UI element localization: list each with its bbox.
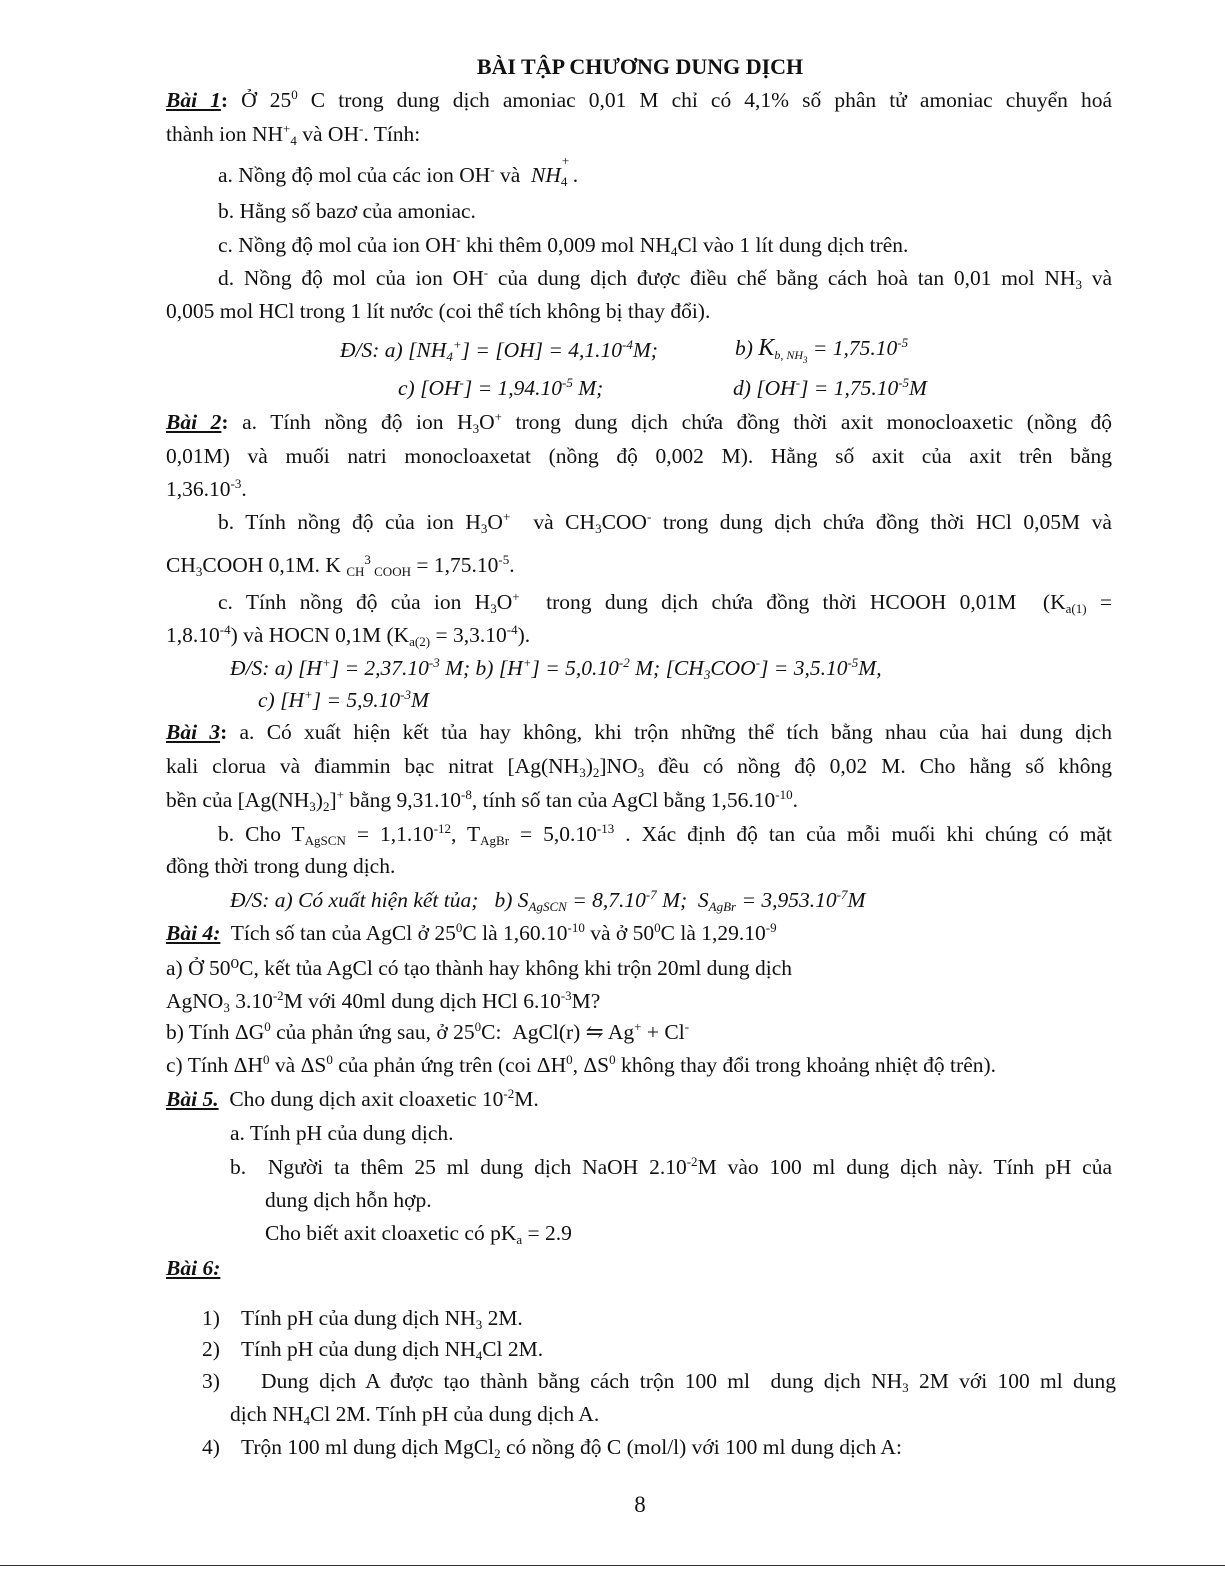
bai3-answer: Đ/S: a) Có xuất hiện kết tủa; b) $S_{AgSCN} = 8,7.10^{-7}$ M; $S_{AgBr} = 3,953.10^{-7}M$ <box>230 887 866 914</box>
bai2-item-c: c. Tính nồng độ của ion $H_3O^+$ trong dung dịch chứa đồng thời HCOOH 0,01M ($K_{a(1)}$ = <box>218 589 1112 616</box>
bai1-item-a: a. Nồng độ mol của các ion OH- và NH + $_4$ . <box>218 153 579 189</box>
bai3-item-b-line2: đồng thời trong dung dịch. <box>166 854 396 878</box>
bai4-item-b: b) Tính $\Delta G^0$ của phản ứng sau, ở $25^0C$: AgCl(r) ⇋ Ag+ + Cl- <box>166 1019 690 1044</box>
bai1-item-c: c. Nồng độ mol của ion OH- khi thêm 0,009 mol $NH_4Cl$ vào 1 lít dung dịch trên. <box>218 232 909 259</box>
bai3-intro-line2: kali clorua và điammin bạc nitrat $[Ag(NH_3)_2]NO_3$ đều có nồng độ 0,02 M. Cho hằng số không <box>166 754 1113 780</box>
bai1-answer-b: b) $K_{b, NH_3} = 1,75.10^{-5}$ <box>735 335 909 365</box>
bai6-item-3-line2: dịch $NH_4Cl$ 2M. Tính pH của dung dịch A. <box>230 1402 600 1428</box>
bai1-intro-line2: thành ion $NH^+_4$ và OH-. Tính: <box>166 121 421 148</box>
bai4-intro: Bài 4: Tích số tan của AgCl ở $25^0C$ là $1,60.10^{-10}$ và ở $50^0C$ là $1,29.10^{-9}$ <box>166 920 777 945</box>
bai1-item-b: b. Hằng số bazơ của amoniac. <box>218 199 476 223</box>
bai3-label: Bài 3 <box>166 720 221 744</box>
bai2-intro: Bài 2: a. Tính nồng độ ion $H_3O^+$ trong dung dịch chứa đồng thời axit monocloaxetic (nồng độ <box>166 409 1112 436</box>
bai2-intro-line3: $1,36.10^{-3}$. <box>166 476 247 501</box>
bai2-label: Bài 2 <box>166 410 222 434</box>
bai6-item-1: 1) Tính pH của dung dịch $NH_3$ 2M. <box>202 1306 523 1332</box>
bai3-intro-line3: bền của $[Ag(NH_3)_2]^+$ bằng $9,31.10^{-8}$, tính số tan của AgCl bằng $1,56.10^{-10}$. <box>166 787 798 814</box>
bai6-item-4: 4) Trộn 100 ml dung dịch MgCl$_2$ có nồng độ C (mol/l) với 100 ml dung dịch A: <box>202 1435 902 1461</box>
bai2-intro-line2: 0,01M) và muối natri monocloaxetat (nồng độ 0,002 M). Hằng số axit của axit trên bằng <box>166 444 1112 468</box>
bai3-intro: Bài 3: a. Có xuất hiện kết tủa hay không, khi trộn những thể tích bằng nhau của hai dung dịch <box>166 720 1112 744</box>
bai6-item-3: 3) Dung dịch A được tạo thành bằng cách trộn 100 ml dung dịch $NH_3$ 2M với 100 ml dung <box>202 1369 1116 1395</box>
bai6-item-2: 2) Tính pH của dung dịch $NH_4Cl$ 2M. <box>202 1337 544 1363</box>
bai6-label: Bài 6: <box>166 1256 221 1280</box>
bai1-answer-a: Đ/S: a) $[NH_4^+] = [OH] = 4,1.10^{-4}M$; <box>340 337 658 364</box>
page-title: BÀI TẬP CHƯƠNG DUNG DỊCH <box>476 54 804 79</box>
bai4-item-a-line2: AgNO$_3$ $3.10^{-2}M$ với 40ml dung dịch HCl $6.10^{-3}M$? <box>166 988 601 1015</box>
bai1-item-d-line2: 0,005 mol HCl trong 1 lít nước (coi thể tích không bị thay đổi). <box>166 299 711 323</box>
bai4-item-a: a) Ở 50⁰C, kết tủa AgCl có tạo thành hay không khi trộn 20ml dung dịch <box>166 956 793 980</box>
bai2-answer-line2: c) $[H^+] = 5,9.10^{-3}M$ <box>258 687 429 712</box>
bai5-intro: Bài 5. Cho dung dịch axit cloaxetic $10^{-2}M$. <box>166 1086 539 1111</box>
bai2-item-c-line2: $1,8.10^{-4}$) và HOCN 0,1M $(K_{a(2)} = 3,3.10^{-4})$. <box>166 622 531 649</box>
bai1-label: Bài 1 <box>166 88 221 112</box>
bai5-item-a: a. Tính pH của dung dịch. <box>230 1121 454 1145</box>
footer-divider <box>0 1565 1225 1566</box>
bai2-item-b: b. Tính nồng độ của ion $H_3O^+$ và $CH_3COO^-$ trong dung dịch chứa đồng thời HCl 0,05M và <box>218 509 1112 536</box>
bai1-item-d: d. Nồng độ mol của ion OH- của dung dịch được điều chế bằng cách hoà tan 0,01 mol $NH_3$ và <box>218 265 1112 292</box>
bai5-item-b: b. Người ta thêm 25 ml dung dịch NaOH $2.10^{-2}M$ vào 100 ml dung dịch này. Tính pH của <box>230 1154 1112 1179</box>
bai2-answer-line1: Đ/S: a) $[H^+] = 2,37.10^{-3}$ M; b) $[H^+] = 5,0.10^{-2}$ M; $[CH_3COO^-] = 3,5.10^{-5}M$, <box>230 655 882 682</box>
bai4-label: Bài 4: <box>166 921 221 945</box>
bai5-label: Bài 5. <box>166 1087 219 1111</box>
bai6-heading <box>166 1252 220 1285</box>
bai4-item-c: c) Tính $\Delta H^0$ và $\Delta S^0$ của phản ứng trên (coi $\Delta H^0$, $\Delta S^0$ không thay đổi trong khoảng nhiệt độ trên). <box>166 1052 997 1077</box>
bai1-answer-d: d) $[OH^-] = 1,75.10^{-5}M$ <box>733 375 927 400</box>
bai5-item-b-line2: dung dịch hỗn hợp. <box>265 1188 432 1212</box>
bai5-item-b-line3: Cho biết axit cloaxetic có $pK_a = 2.9$ <box>265 1221 572 1247</box>
bai2-item-b-line2: $CH_3COOH$ 0,1M. K $_{CH}^3$ $_{COOH} = 1,75.10^{-5}$. <box>166 552 515 579</box>
page-number: 8 <box>634 1492 646 1517</box>
bai1-intro: Bài 1: Ở $25^0$ C trong dung dịch amoniac 0,01 M chỉ có 4,1% số phân tử amoniac chuyển hoá <box>166 87 1112 112</box>
bai3-item-b: b. Cho $T_{AgSCN} = 1,1.10^{-12}$, $T_{AgBr} = 5,0.10^{-13}$ . Xác định độ tan của mỗi muối khi chúng có mặt <box>218 821 1112 848</box>
bai1-answer-c: c) $[OH^-] = 1,94.10^{-5}$ M; <box>398 375 604 400</box>
